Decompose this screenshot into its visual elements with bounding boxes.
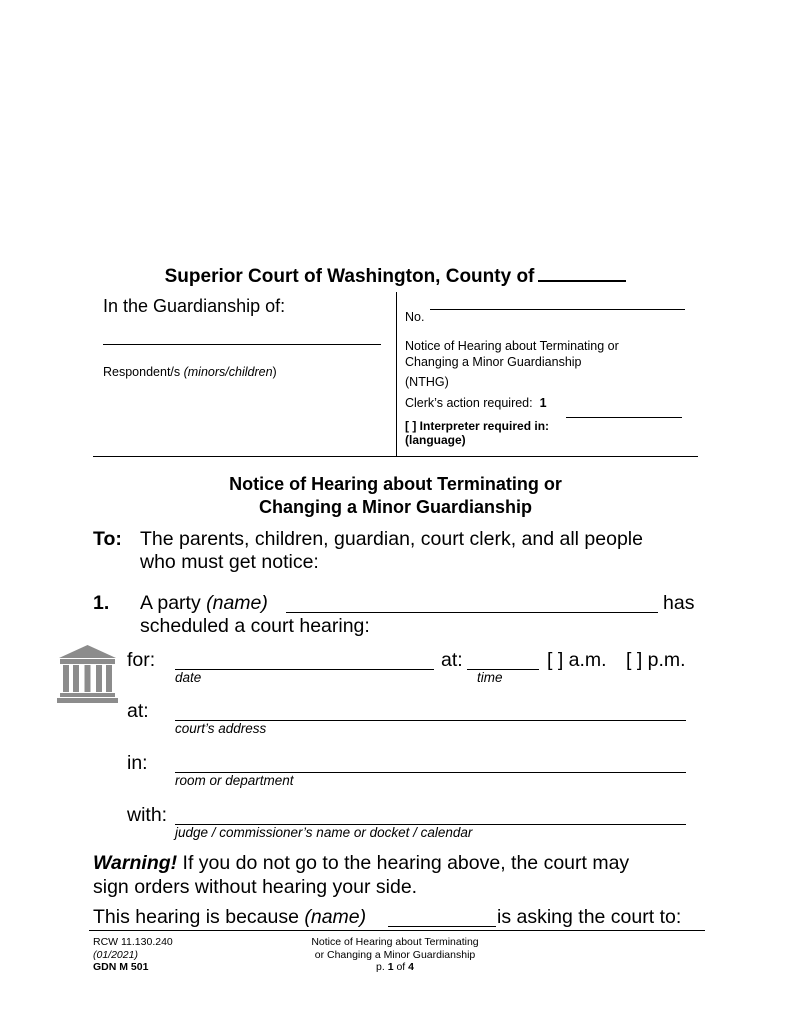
county-blank[interactable] [538,262,626,282]
date-label: date [175,670,202,685]
respondent-label: Respondent/s (minors/children) [103,365,277,379]
with-label: with: [127,804,168,826]
caption-notice-title-2: Changing a Minor Guardianship [405,355,582,369]
caption-bottom-rule [93,456,698,457]
item-1-has: has [663,592,695,614]
item-1-scheduled: scheduled a court hearing: [140,615,370,637]
respondent-name-line[interactable] [103,344,381,345]
to-recipients-line1: The parents, children, guardian, court clerk, and all people [140,528,643,550]
caption-divider [396,292,397,457]
time-label: time [477,670,503,685]
clerk-action: Clerk’s action required: 1 [405,396,547,410]
page-number: p. 1 of 4 [376,961,414,973]
time-line[interactable] [467,651,539,670]
case-number-line[interactable] [430,309,685,310]
courthouse-icon [57,644,118,704]
judge-label: judge / commissioner’s name or docket / calendar [175,825,473,840]
am-checkbox[interactable]: [ ] a.m. [547,649,607,671]
room-label: room or department [175,773,294,788]
case-number-label: No. [405,310,425,324]
item-1-party: A party (name) [140,592,268,614]
in-label: in: [127,752,148,774]
hearing-reason-suffix: is asking the court to: [497,906,682,928]
for-label: for: [127,649,156,671]
guardianship-of-label: In the Guardianship of: [103,296,286,316]
court-address-line[interactable] [175,702,686,721]
reason-name-line[interactable] [388,908,496,927]
hearing-reason-prefix: This hearing is because (name) [93,906,367,928]
pm-checkbox[interactable]: [ ] p.m. [626,649,686,671]
item-1-number: 1. [93,592,110,614]
footer-rule [89,930,705,931]
form-title: Notice of Hearing about Terminating or Changing a Minor Guardianship [229,474,562,517]
party-name-line[interactable] [286,594,658,613]
warning-line1: Warning! If you do not go to the hearing above, the court may [93,852,630,874]
caption-notice-title-1: Notice of Hearing about Terminating or [405,339,619,353]
interpreter-checkbox[interactable]: [ ] Interpreter required in: [405,419,550,433]
room-line[interactable] [175,754,686,773]
at-time-label: at: [441,649,463,671]
court-address-label: court’s address [175,721,267,736]
to-recipients-line2: who must get notice: [140,551,319,573]
date-line[interactable] [175,651,434,670]
caption-form-code: (NTHG) [405,375,449,389]
interpreter-language-label: (language) [405,433,466,447]
judge-line[interactable] [175,806,686,825]
court-title: Superior Court of Washington, County of [0,262,791,288]
interpreter-language-line[interactable] [566,417,682,418]
footer-center: Notice of Hearing about Terminating or Changing a Minor Guardianship p. 1 of 4 [260,936,530,974]
address-at-label: at: [127,700,149,722]
footer-left: RCW 11.130.240 (01/2021) GDN M 501 [93,936,173,973]
to-label: To: [93,528,122,550]
warning-line2: sign orders without hearing your side. [93,876,418,898]
